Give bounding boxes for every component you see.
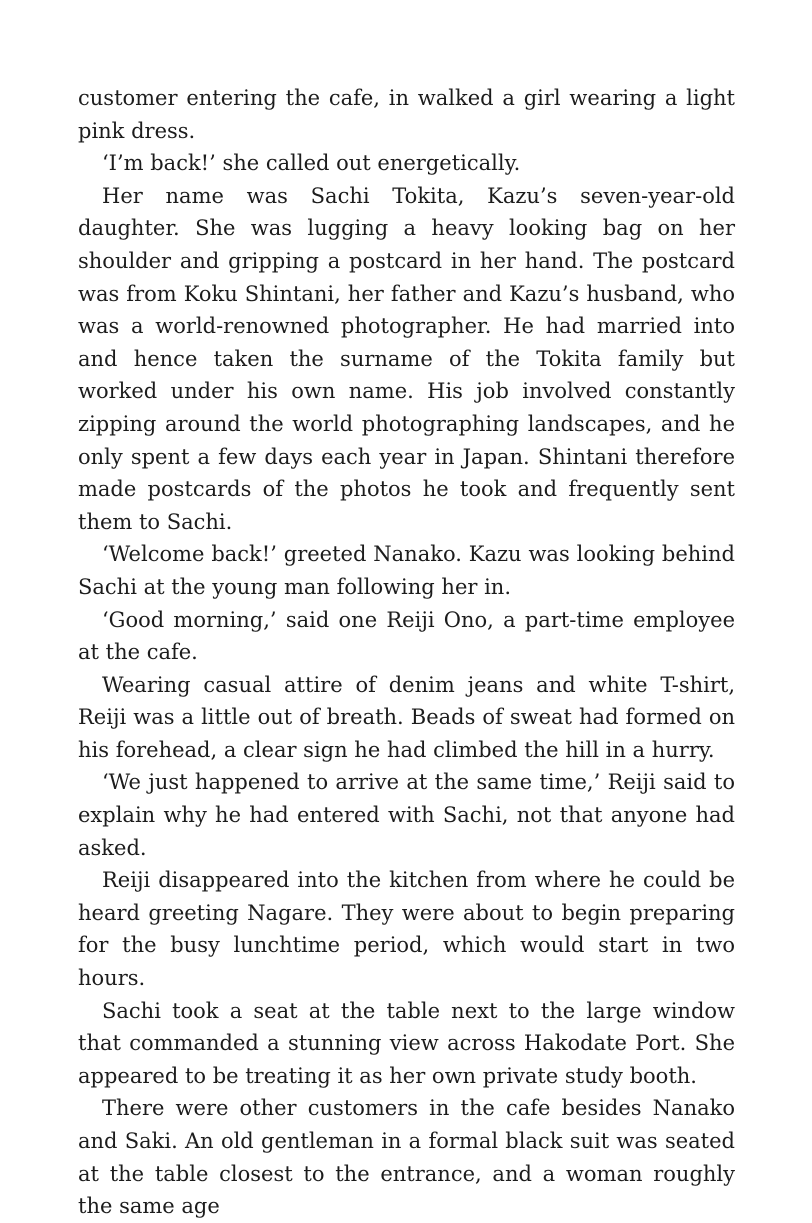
paragraph-4: ‘Welcome back!’ greeted Nanako. Kazu was looking behind Sachi at the young man following her in.	[78, 542, 735, 599]
paragraph-5: ‘Good morning,’ said one Reiji Ono, a part-time employee at the cafe.	[78, 607, 735, 665]
paragraph-10: There were other customers in the cafe besides Nanako and Saki. An old gentleman in a formal black suit was seated at the table closest to the entrance, and a woman roughly the same age	[78, 1096, 735, 1219]
paragraph-8: Reiji disappeared into the kitchen from where he could be heard greeting Nagare. They were about to begin preparing for the busy lunchtime period, which would start in two hours.	[78, 868, 735, 991]
paragraph-7: ‘We just happened to arrive at the same time,’ Reiji said to explain why he had entered with Sachi, not that anyone had asked.	[78, 770, 735, 860]
paragraph-3: Her name was Sachi Tokita, Kazu’s seven-year-old daughter. She was lugging a heavy looking bag on her shoulder and gripping a postcard in her hand. The postcard was from Koku Shintani, her father and Kazu’s husband, who was a world-renowned photographer. He had married into and hence taken the surname of the Tokita family but worked under his own name. His job involved constantly zipping around the world photographing landscapes, and he only spent a few days each year in Japan. Shintani therefore made postcards of the photos he took and frequently sent them to Sachi.	[78, 183, 735, 534]
paragraph-2: ‘I’m back!’ she called out energetically.	[102, 151, 521, 176]
paragraph-9: Sachi took a seat at the table next to the large window that commanded a stunning view across Hakodate Port. She appeared to be treating it as her own private study booth.	[78, 998, 735, 1088]
paragraph-1: customer entering the cafe, in walked a girl wearing a light pink dress.	[78, 86, 735, 143]
paragraph-6: Wearing casual attire of denim jeans and white T-shirt, Reiji was a little out of breath. Beads of sweat had formed on his forehead, a clear sign he had climbed the hill in a hurry.	[78, 672, 735, 762]
book-page	[78, 82, 735, 1223]
